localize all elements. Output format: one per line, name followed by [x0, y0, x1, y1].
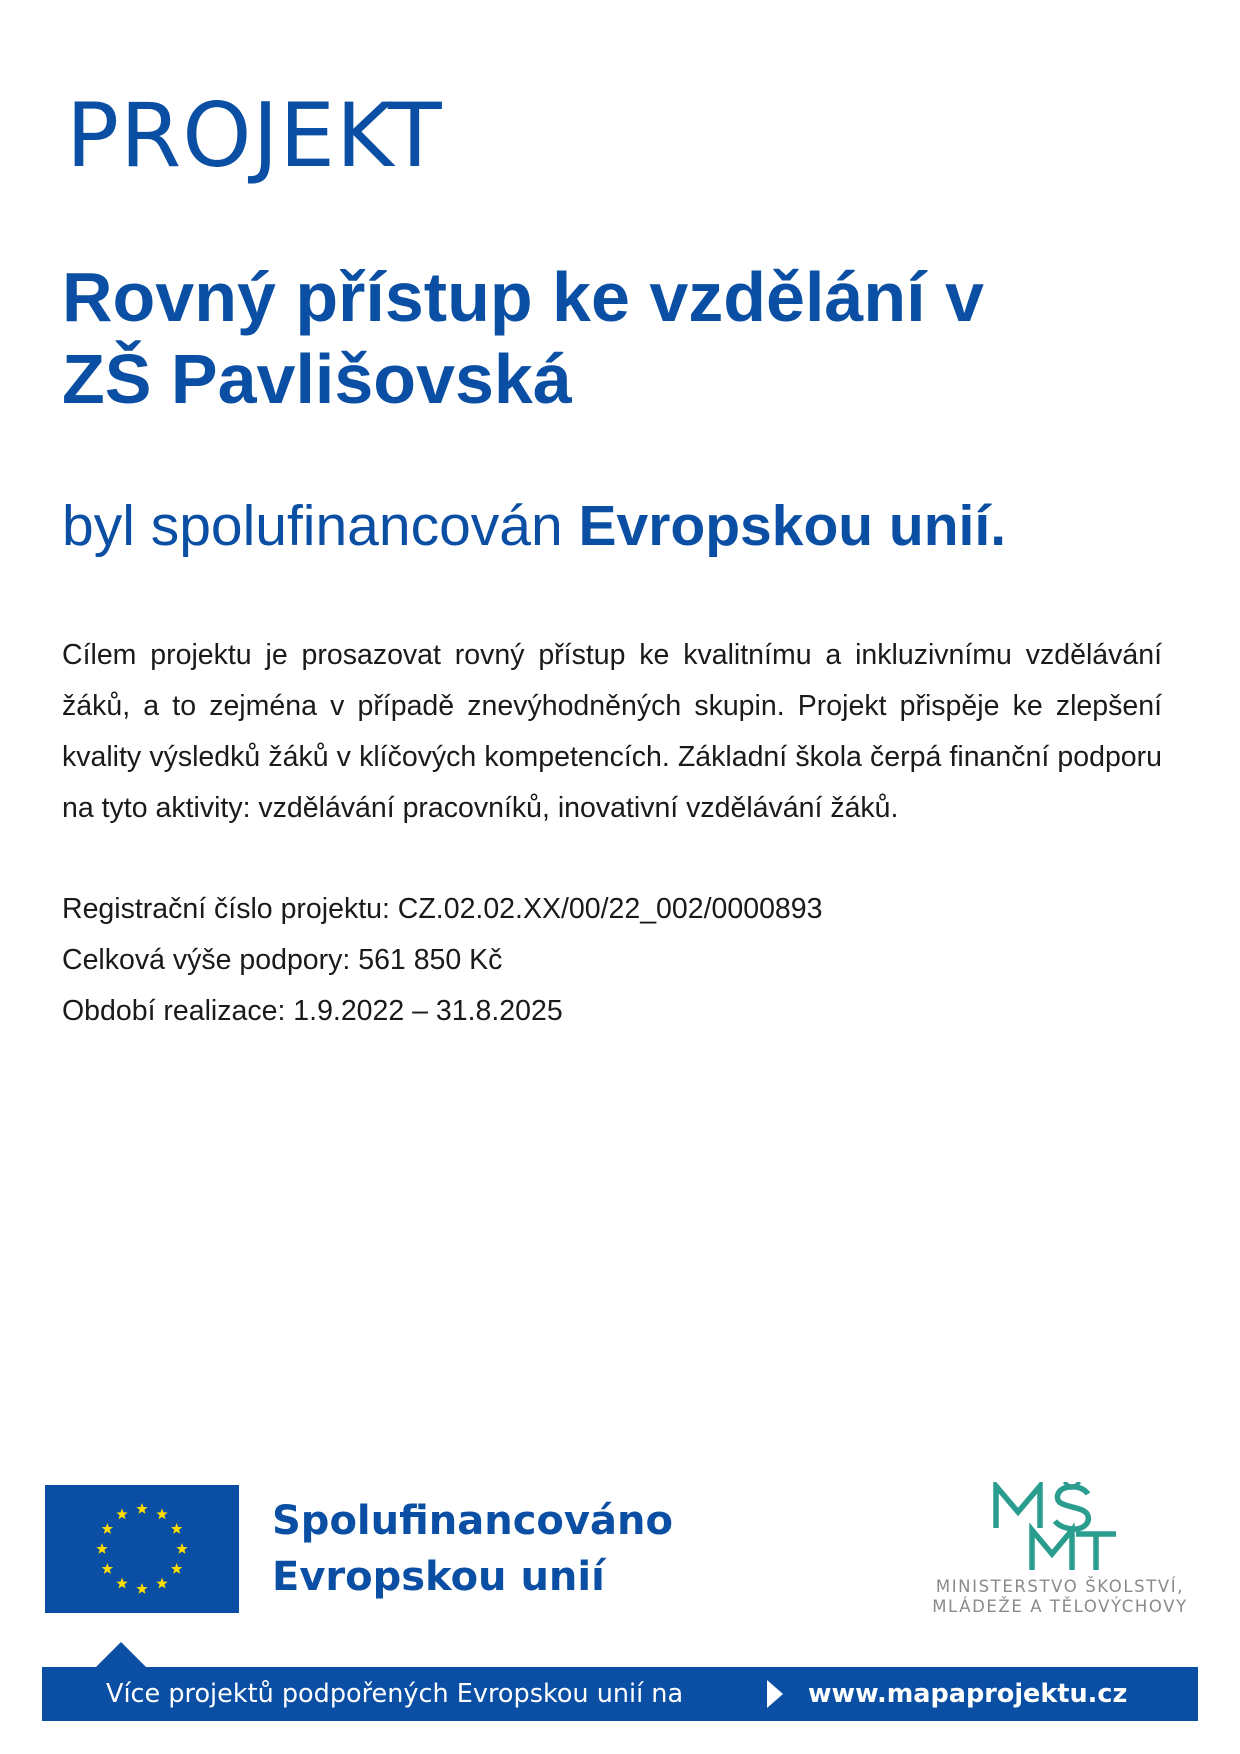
eu-star-icon: [96, 1543, 107, 1554]
project-info: [62, 884, 1162, 1037]
msmt-logo-icon: [990, 1482, 1120, 1574]
eu-star-icon: [156, 1508, 167, 1519]
banner-notch: [95, 1642, 147, 1668]
eu-star-icon: [136, 1583, 147, 1594]
project-title-line-2: ZŠ Pavlišovská: [62, 340, 572, 418]
eu-star-icon: [116, 1578, 127, 1589]
project-title-line-1: Rovný přístup ke vzdělání v: [62, 258, 984, 336]
msmt-name: [900, 1577, 1220, 1617]
cofinancing-prefix: byl spolufinancován: [62, 494, 563, 558]
project-description: Cílem projektu je prosazovat rovný přístup ke kvalitnímu a inkluzivnímu vzdělávání žáků, a to zejména v případě znevýhodněných skupin. Projekt přispěje ke zlepšení kvality výsledků žáků v klíčových kompetencích. Základní škola čerpá finanční podporu na tyto aktivity: vzdělávání pracovníků, inovativní vzdělávání žáků.: [62, 639, 1162, 824]
implementation-period: Období realizace: 1.9.2022 – 31.8.2025: [62, 995, 563, 1027]
eu-logo-line-2: Evropskou unií: [272, 1554, 605, 1600]
registration-number: Registrační číslo projektu: CZ.02.02.XX/00/22_002/0000893: [62, 893, 823, 925]
project-label: PROJEKT: [66, 84, 443, 187]
msmt-name-line-2: MLÁDEŽE A TĚLOVÝCHOVY: [932, 1597, 1188, 1616]
eu-star-icon: [102, 1563, 113, 1574]
cofinancing-eu: Evropskou unií.: [578, 494, 1007, 558]
eu-star-icon: [176, 1543, 187, 1554]
eu-logo-text: [272, 1493, 673, 1605]
banner-url-link[interactable]: www.mapaprojektu.cz: [808, 1679, 1128, 1709]
eu-flag-icon: [45, 1485, 239, 1613]
eu-star-icon: [102, 1523, 113, 1534]
eu-star-icon: [156, 1578, 167, 1589]
total-support: Celková výše podpory: 561 850 Kč: [62, 944, 503, 976]
banner-text: Více projektů podpořených Evropskou unií na: [106, 1679, 684, 1709]
eu-logo-line-1: Spolufinancováno: [272, 1498, 673, 1544]
cofinancing-statement: [62, 494, 1007, 558]
eu-star-icon: [136, 1503, 147, 1514]
project-title: [62, 256, 1162, 420]
msmt-name-line-1: MINISTERSTVO ŠKOLSTVÍ,: [935, 1577, 1185, 1596]
eu-star-icon: [116, 1508, 127, 1519]
bottom-banner: [42, 1667, 1198, 1721]
arrow-right-icon: [767, 1680, 783, 1708]
eu-star-icon: [171, 1563, 182, 1574]
eu-star-icon: [171, 1523, 182, 1534]
